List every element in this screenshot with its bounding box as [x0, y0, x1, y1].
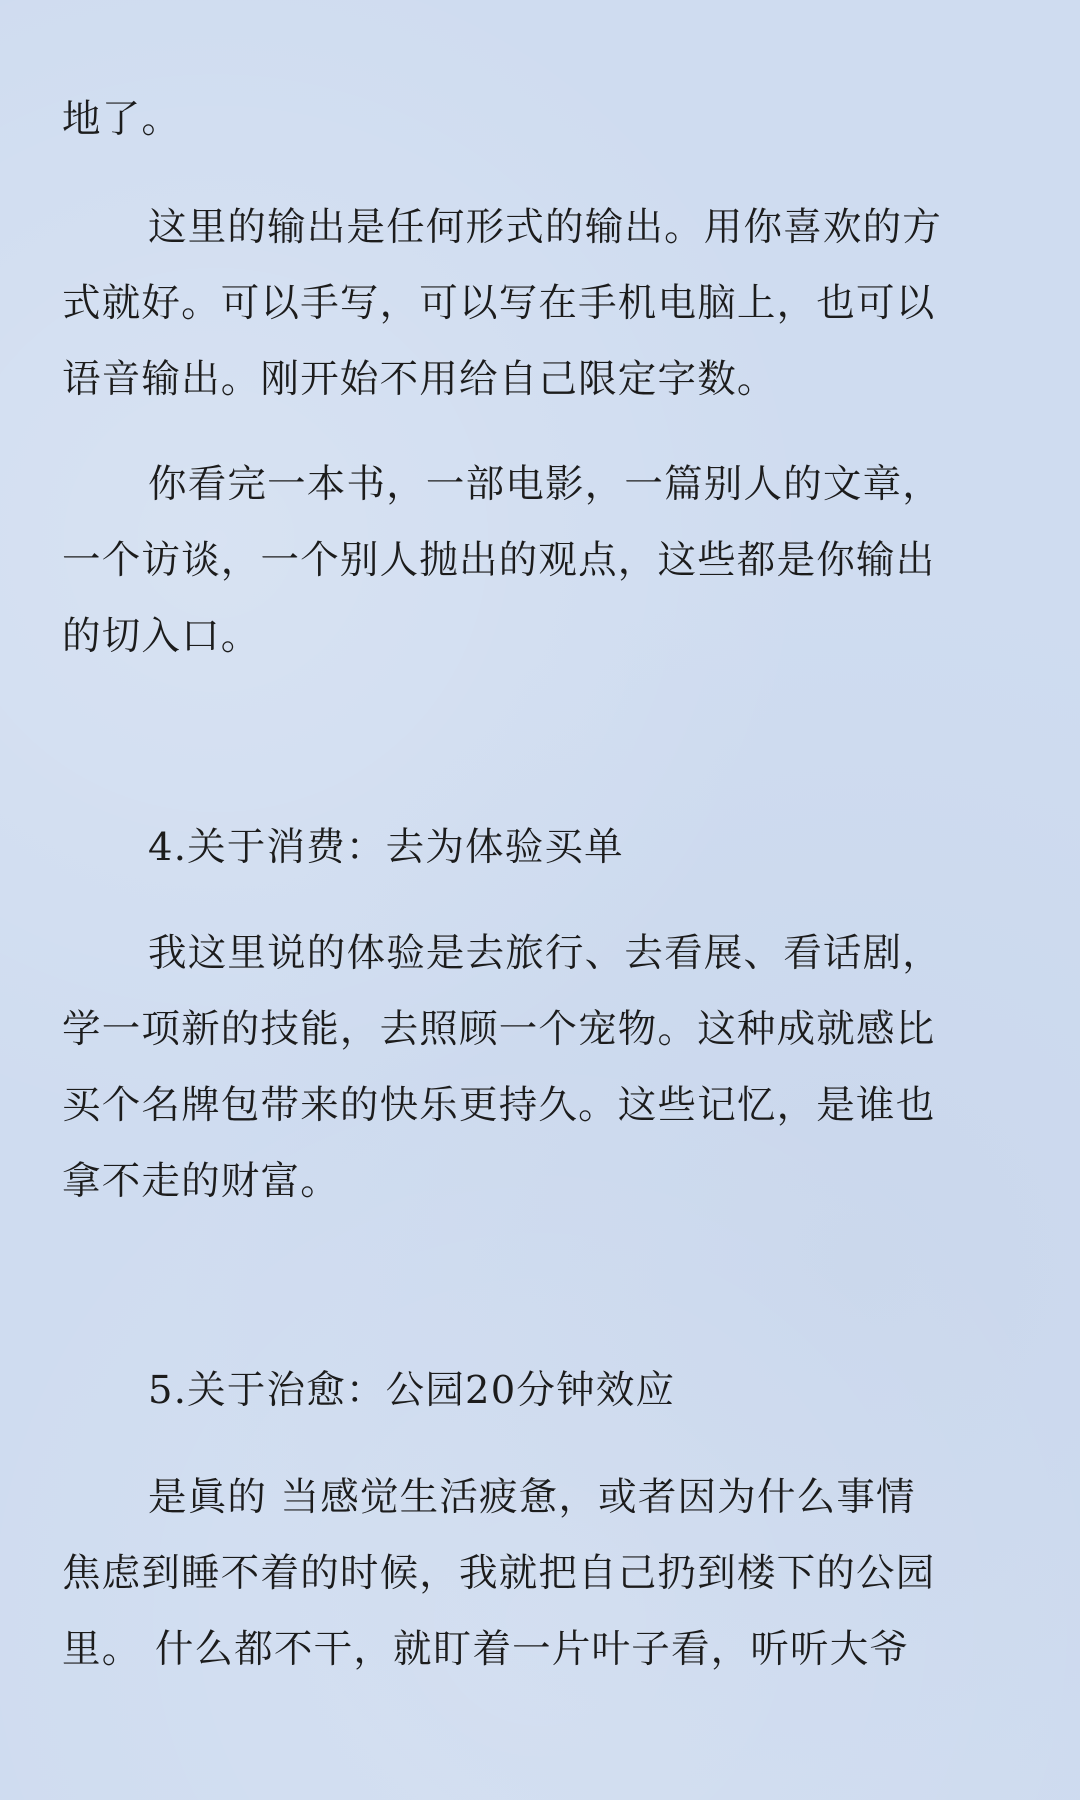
paragraph-first-line: 是眞的 当感觉生活疲惫，或者因为什么事情 [148, 1475, 916, 1520]
paragraph-first-line: 这里的输出是任何形式的输出。用你喜欢的方 [148, 205, 943, 250]
section-heading: 4.关于消费：去为体验买单 [148, 825, 624, 870]
text-line: 一个访谈，一个别人抛出的观点，这些都是你输出 [62, 538, 936, 583]
text-line: 式就好。可以手写，可以写在手机电脑上，也可以 [62, 281, 936, 326]
text-line: 语音输出。刚开始不用给自己限定字数。 [62, 357, 777, 402]
text-line: 拿不走的财富。 [62, 1159, 340, 1204]
text-line: 里。 什么都不干，就盯着一片叶子看，听听大爷 [62, 1627, 910, 1672]
paragraph-first-line: 你看完一本书，一部电影，一篇别人的文章， [148, 462, 943, 507]
text-line: 的切入口。 [62, 614, 261, 659]
section-heading: 5.关于治愈：公园20分钟效应 [148, 1368, 676, 1413]
text-line: 学一项新的技能，去照顾一个宠物。这种成就感比 [62, 1007, 936, 1052]
text-line: 焦虑到睡不着的时候，我就把自己扔到楼下的公园 [62, 1551, 936, 1596]
text-line: 地了。 [62, 97, 182, 142]
paragraph-first-line: 我这里说的体验是去旅行、去看展、看话剧， [148, 931, 943, 976]
text-line: 买个名牌包带来的快乐更持久。这些记忆，是谁也 [62, 1083, 936, 1128]
